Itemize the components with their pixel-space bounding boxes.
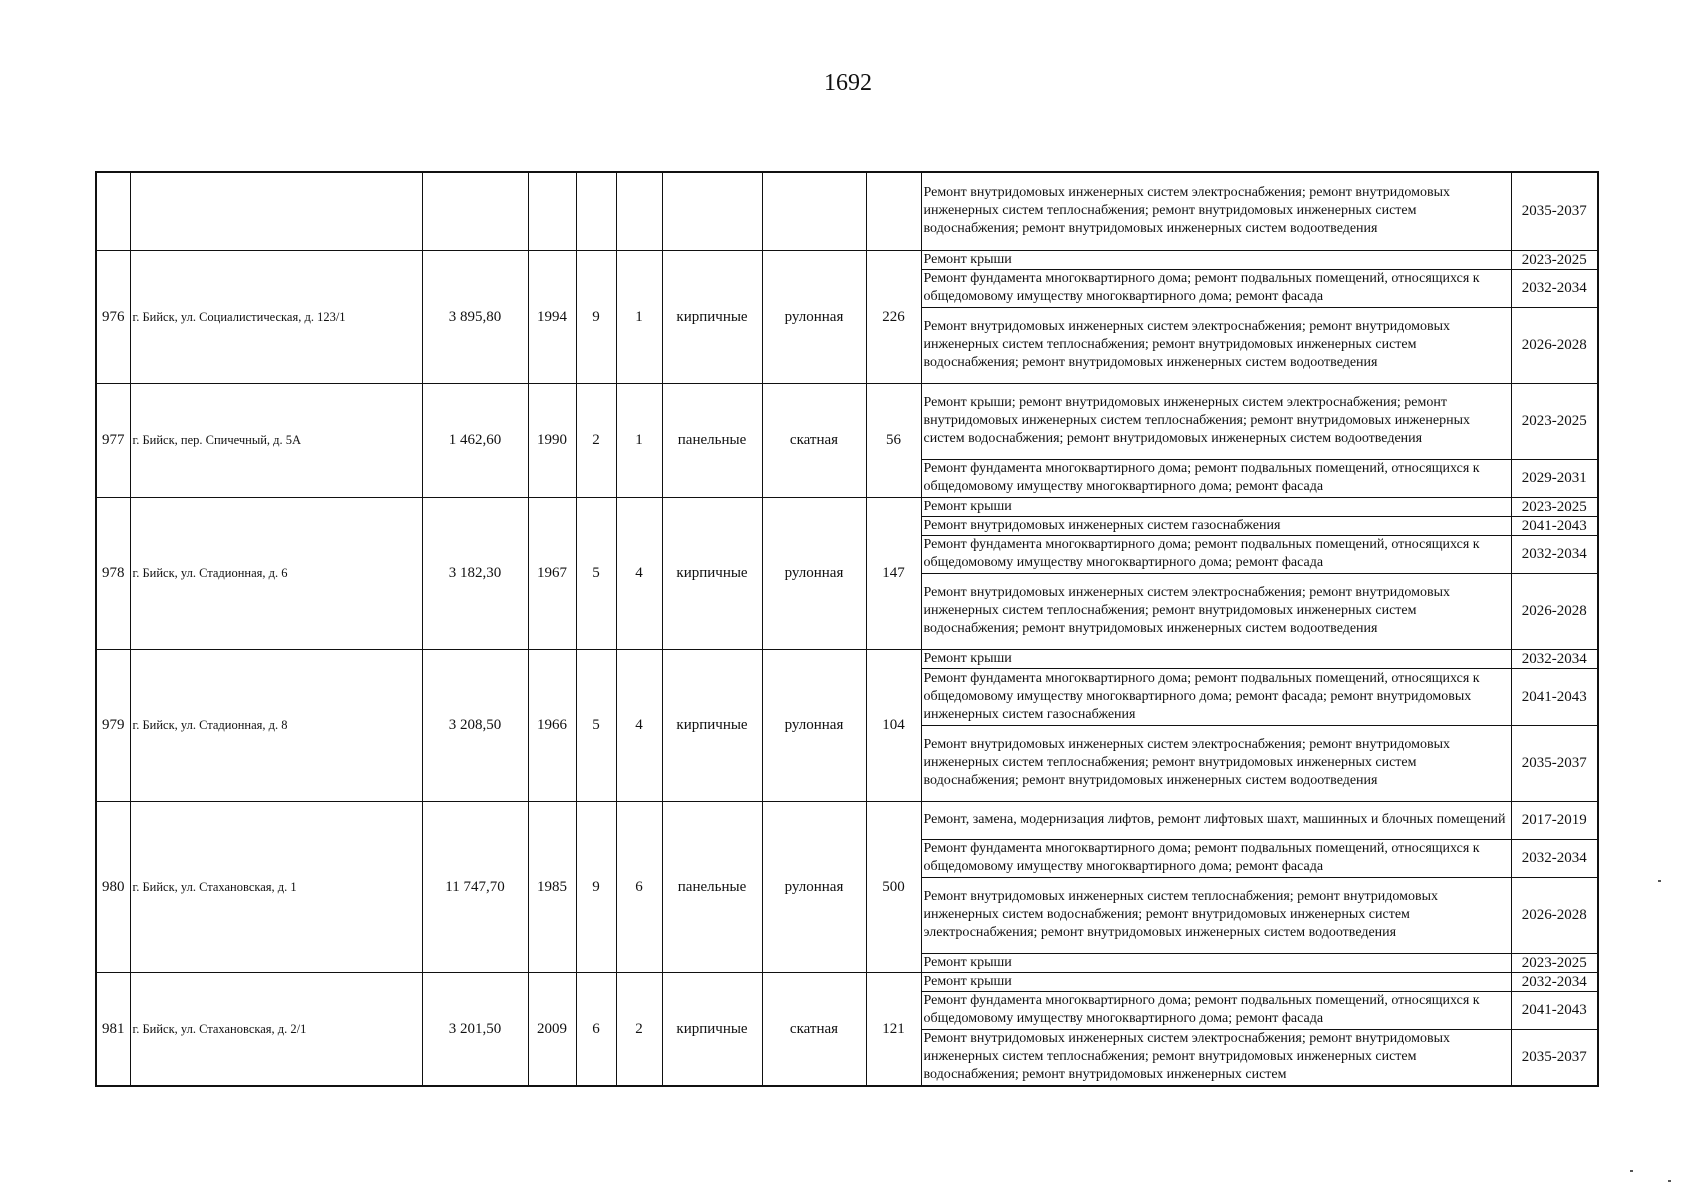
work-description: Ремонт крыши [921, 250, 1511, 269]
table-row [96, 172, 1598, 250]
work-period: 2035-2037 [1511, 725, 1598, 801]
house-roof: рулонная [762, 801, 866, 972]
house-floors: 9 [576, 801, 616, 972]
house-address: г. Бийск, ул. Стадионная, д. 8 [130, 649, 422, 801]
house-residents [866, 172, 921, 250]
work-description: Ремонт внутридомовых инженерных систем электроснабжения; ремонт внутридомовых инженерных систем теплоснабжения; ремонт внутридомовых инженерных систем водоснабжения; ремонт внутридомовых инженерных систем водоотведения [921, 725, 1511, 801]
house-area: 3 182,30 [422, 497, 528, 649]
house-walls: панельные [662, 801, 762, 972]
work-description: Ремонт фундамента многоквартирного дома; ремонт подвальных помещений, относящихся к общедомовому имуществу многоквартирного дома; ремонт фасада [921, 991, 1511, 1029]
work-description: Ремонт крыши [921, 649, 1511, 668]
house-residents: 56 [866, 383, 921, 497]
house-residents: 104 [866, 649, 921, 801]
house-entrances: 4 [616, 497, 662, 649]
work-period: 2041-2043 [1511, 516, 1598, 535]
house-year: 1985 [528, 801, 576, 972]
house-roof [762, 172, 866, 250]
house-area: 11 747,70 [422, 801, 528, 972]
house-year [528, 172, 576, 250]
scan-speck [1630, 1170, 1633, 1172]
work-description: Ремонт фундамента многоквартирного дома; ремонт подвальных помещений, относящихся к общедомовому имуществу многоквартирного дома; ремонт фасада [921, 459, 1511, 497]
house-number: 980 [96, 801, 130, 972]
house-roof: рулонная [762, 250, 866, 383]
house-entrances: 1 [616, 250, 662, 383]
house-address: г. Бийск, пер. Спичечный, д. 5А [130, 383, 422, 497]
work-description: Ремонт крыши [921, 972, 1511, 991]
table-row [96, 497, 1598, 516]
house-year: 2009 [528, 972, 576, 1086]
house-year: 1994 [528, 250, 576, 383]
work-period: 2041-2043 [1511, 668, 1598, 725]
work-description: Ремонт фундамента многоквартирного дома; ремонт подвальных помещений, относящихся к общедомовому имуществу многоквартирного дома; ремонт фасада [921, 535, 1511, 573]
house-entrances: 4 [616, 649, 662, 801]
work-description: Ремонт внутридомовых инженерных систем газоснабжения [921, 516, 1511, 535]
house-roof: скатная [762, 972, 866, 1086]
house-year: 1966 [528, 649, 576, 801]
work-description: Ремонт крыши [921, 497, 1511, 516]
house-walls: кирпичные [662, 649, 762, 801]
work-period: 2041-2043 [1511, 991, 1598, 1029]
work-description: Ремонт внутридомовых инженерных систем теплоснабжения; ремонт внутридомовых инженерных систем водоснабжения; ремонт внутридомовых инженерных систем электроснабжения; ремонт внутридомовых инженерных систем водоотведения [921, 877, 1511, 953]
table-row [96, 649, 1598, 668]
work-period: 2023-2025 [1511, 497, 1598, 516]
house-residents: 226 [866, 250, 921, 383]
house-area: 3 895,80 [422, 250, 528, 383]
house-number: 978 [96, 497, 130, 649]
house-roof: скатная [762, 383, 866, 497]
house-floors: 6 [576, 972, 616, 1086]
work-period: 2032-2034 [1511, 535, 1598, 573]
house-entrances: 6 [616, 801, 662, 972]
house-entrances: 2 [616, 972, 662, 1086]
work-period: 2026-2028 [1511, 877, 1598, 953]
house-entrances [616, 172, 662, 250]
table-row [96, 801, 1598, 839]
table-row [96, 250, 1598, 269]
house-address: г. Бийск, ул. Стадионная, д. 6 [130, 497, 422, 649]
house-number [96, 172, 130, 250]
house-floors: 5 [576, 497, 616, 649]
work-period: 2023-2025 [1511, 250, 1598, 269]
house-residents: 147 [866, 497, 921, 649]
work-description: Ремонт фундамента многоквартирного дома; ремонт подвальных помещений, относящихся к общедомовому имуществу многоквартирного дома; ремонт фасада; ремонт внутридомовых инженерных систем газоснабжения [921, 668, 1511, 725]
house-floors [576, 172, 616, 250]
work-description: Ремонт фундамента многоквартирного дома; ремонт подвальных помещений, относящихся к общедомовому имуществу многоквартирного дома; ремонт фасада [921, 839, 1511, 877]
work-period: 2035-2037 [1511, 172, 1598, 250]
work-period: 2032-2034 [1511, 839, 1598, 877]
table-body [96, 172, 1598, 1086]
housing-repair-table [95, 171, 1599, 1087]
house-area: 1 462,60 [422, 383, 528, 497]
house-area: 3 201,50 [422, 972, 528, 1086]
house-floors: 5 [576, 649, 616, 801]
work-description: Ремонт внутридомовых инженерных систем электроснабжения; ремонт внутридомовых инженерных систем теплоснабжения; ремонт внутридомовых инженерных систем водоснабжения; ремонт внутридомовых инженерных систем [921, 1029, 1511, 1086]
work-period: 2023-2025 [1511, 383, 1598, 459]
page-number: 1692 [824, 70, 872, 96]
work-period: 2029-2031 [1511, 459, 1598, 497]
work-description: Ремонт крыши; ремонт внутридомовых инженерных систем электроснабжения; ремонт внутридомовых инженерных систем теплоснабжения; ремонт внутридомовых инженерных систем водоснабжения; ремонт внутридомовых инженерных систем водоотведения [921, 383, 1511, 459]
house-walls: кирпичные [662, 250, 762, 383]
work-period: 2017-2019 [1511, 801, 1598, 839]
house-roof: рулонная [762, 649, 866, 801]
house-walls: кирпичные [662, 972, 762, 1086]
house-year: 1967 [528, 497, 576, 649]
table-row [96, 383, 1598, 459]
house-address: г. Бийск, ул. Социалистическая, д. 123/1 [130, 250, 422, 383]
house-walls [662, 172, 762, 250]
house-number: 976 [96, 250, 130, 383]
house-number: 979 [96, 649, 130, 801]
work-description: Ремонт внутридомовых инженерных систем электроснабжения; ремонт внутридомовых инженерных систем теплоснабжения; ремонт внутридомовых инженерных систем водоснабжения; ремонт внутридомовых инженерных систем водоотведения [921, 573, 1511, 649]
scan-speck [1668, 1180, 1671, 1182]
work-period: 2026-2028 [1511, 573, 1598, 649]
house-residents: 121 [866, 972, 921, 1086]
house-residents: 500 [866, 801, 921, 972]
house-number: 981 [96, 972, 130, 1086]
house-address [130, 172, 422, 250]
work-period: 2032-2034 [1511, 649, 1598, 668]
work-period: 2032-2034 [1511, 972, 1598, 991]
house-roof: рулонная [762, 497, 866, 649]
house-area [422, 172, 528, 250]
house-address: г. Бийск, ул. Стахановская, д. 2/1 [130, 972, 422, 1086]
work-period: 2026-2028 [1511, 307, 1598, 383]
work-period: 2023-2025 [1511, 953, 1598, 972]
work-description: Ремонт фундамента многоквартирного дома; ремонт подвальных помещений, относящихся к общедомовому имуществу многоквартирного дома; ремонт фасада [921, 269, 1511, 307]
house-floors: 2 [576, 383, 616, 497]
house-walls: панельные [662, 383, 762, 497]
house-number: 977 [96, 383, 130, 497]
work-period: 2032-2034 [1511, 269, 1598, 307]
work-description: Ремонт, замена, модернизация лифтов, ремонт лифтовых шахт, машинных и блочных помещений [921, 801, 1511, 839]
work-description: Ремонт внутридомовых инженерных систем электроснабжения; ремонт внутридомовых инженерных систем теплоснабжения; ремонт внутридомовых инженерных систем водоснабжения; ремонт внутридомовых инженерных систем водоотведения [921, 172, 1511, 250]
work-period: 2035-2037 [1511, 1029, 1598, 1086]
house-year: 1990 [528, 383, 576, 497]
scan-speck [1658, 880, 1661, 882]
house-floors: 9 [576, 250, 616, 383]
house-walls: кирпичные [662, 497, 762, 649]
house-address: г. Бийск, ул. Стахановская, д. 1 [130, 801, 422, 972]
house-area: 3 208,50 [422, 649, 528, 801]
work-description: Ремонт крыши [921, 953, 1511, 972]
table-row [96, 972, 1598, 991]
work-description: Ремонт внутридомовых инженерных систем электроснабжения; ремонт внутридомовых инженерных систем теплоснабжения; ремонт внутридомовых инженерных систем водоснабжения; ремонт внутридомовых инженерных систем водоотведения [921, 307, 1511, 383]
house-entrances: 1 [616, 383, 662, 497]
